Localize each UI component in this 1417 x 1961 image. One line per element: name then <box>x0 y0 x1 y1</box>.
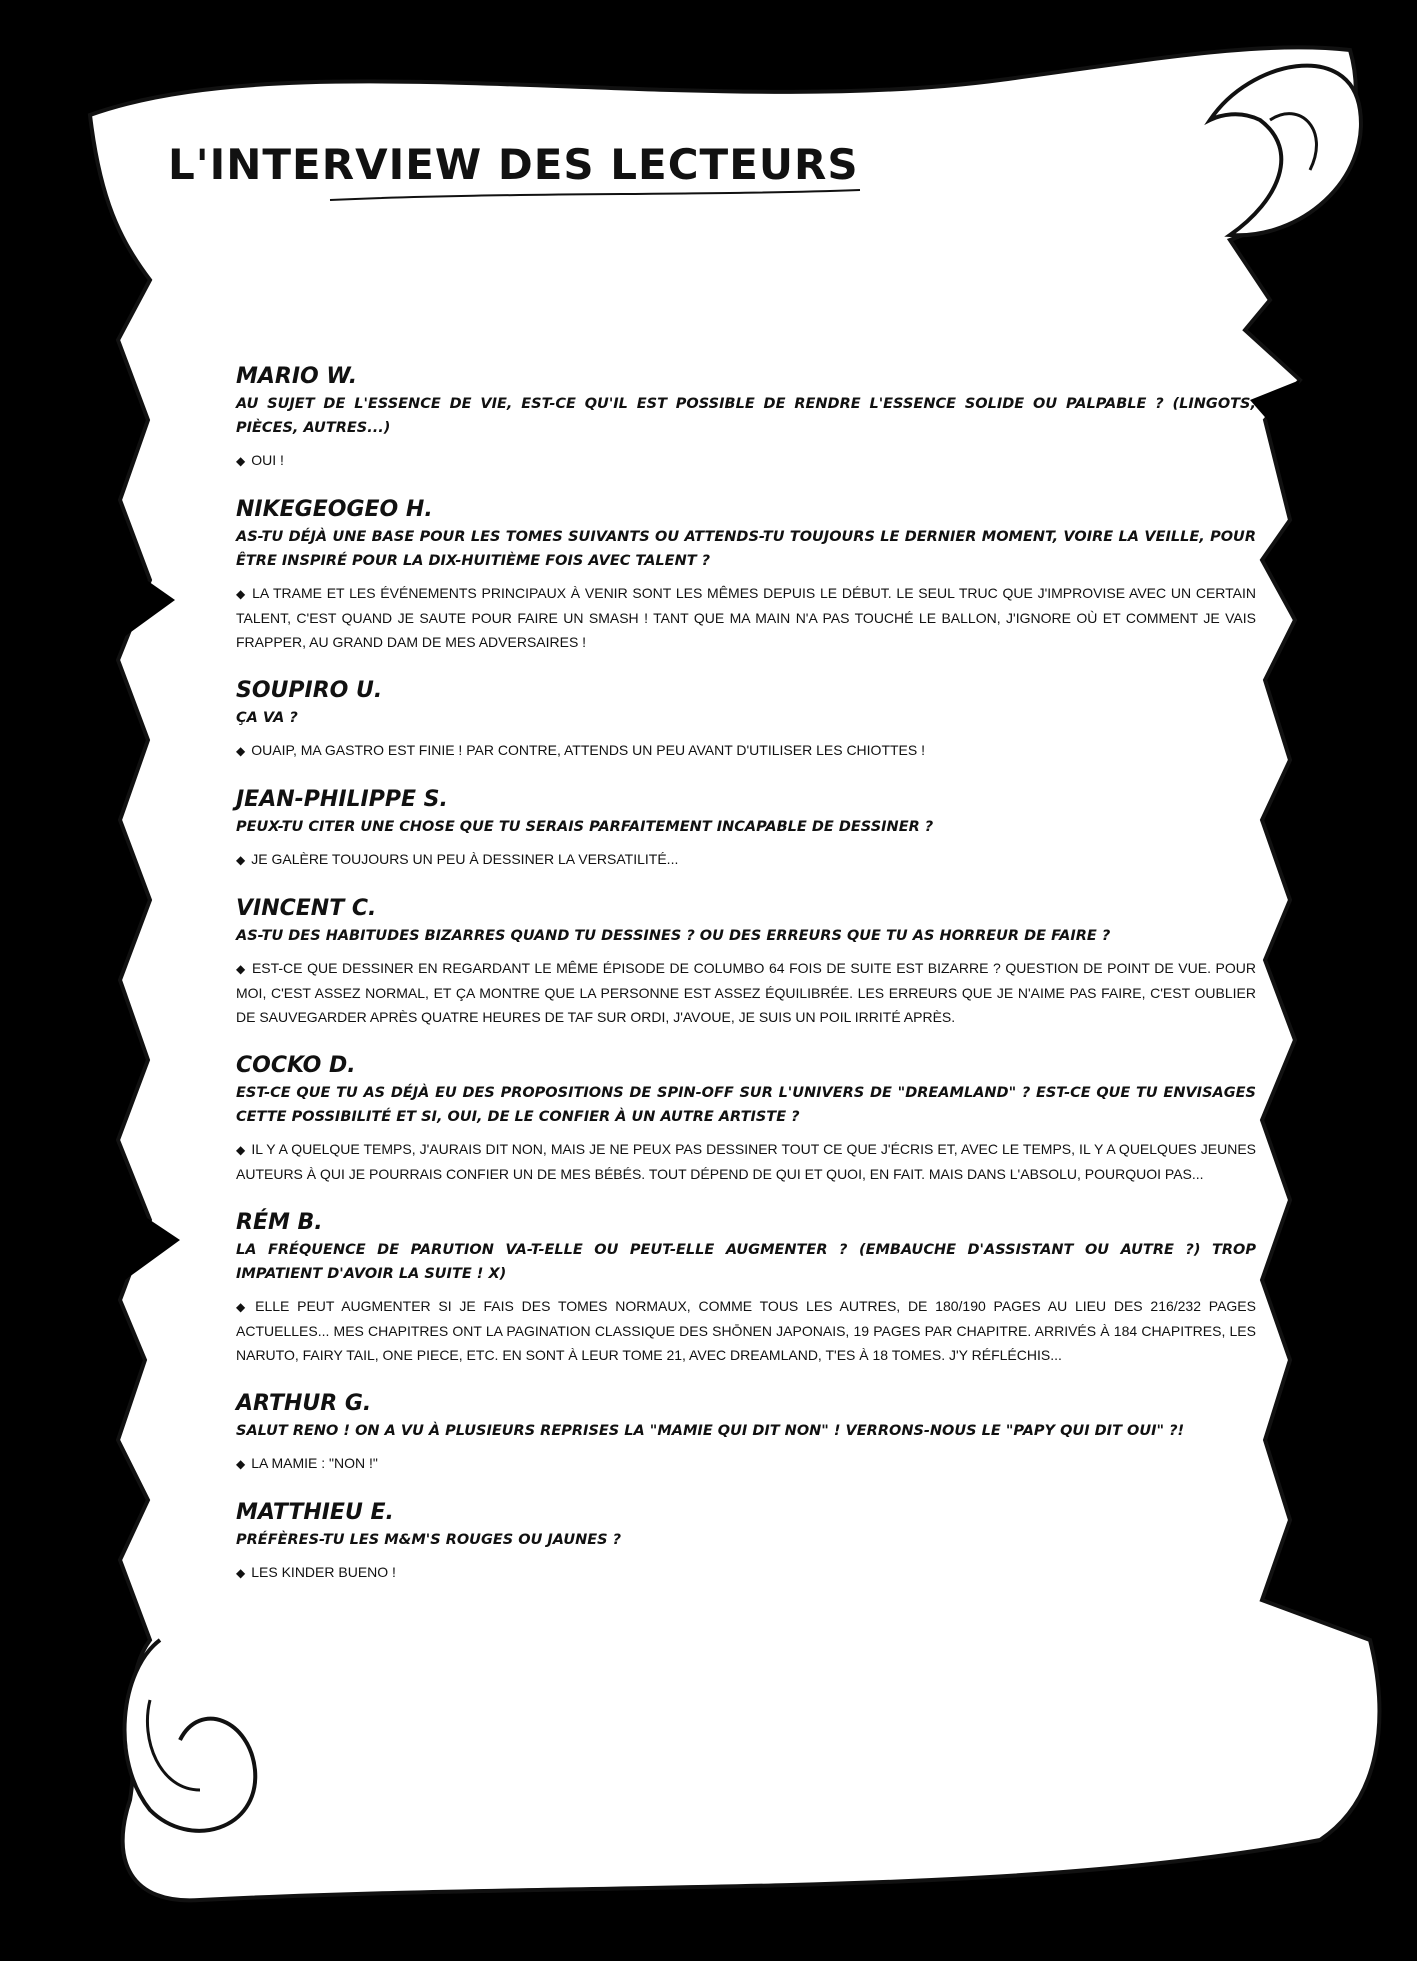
reader-question: ÇA VA ? <box>236 710 298 726</box>
author-answer <box>236 738 1256 763</box>
reader-question: PRÉFÈRES-TU LES M&M'S ROUGES OU JAUNES ? <box>236 1532 622 1548</box>
reader-question: AS-TU DES HABITUDES BIZARRES QUAND TU DESSINES ? OU DES ERREURS QUE TU AS HORREUR DE FAIRE ? <box>236 928 1111 944</box>
reader-question: PEUX-TU CITER UNE CHOSE QUE TU SERAIS PARFAITEMENT INCAPABLE DE DESSINER ? <box>236 819 934 835</box>
reader-question: LA FRÉQUENCE DE PARUTION VA-T-ELLE OU PEUT-ELLE AUGMENTER ? (EMBAUCHE D'ASSISTANT OU AUTRE ?) TROP IMPATIENT D'AVOIR LA SUITE ! X) <box>236 1242 1256 1282</box>
reader-question: AU SUJET DE L'ESSENCE DE VIE, EST-CE QU'IL EST POSSIBLE DE RENDRE L'ESSENCE SOLIDE OU PALPABLE ? (LINGOTS, PIÈCES, AUTRES...) <box>236 396 1256 436</box>
author-answer <box>236 847 1256 872</box>
diamond-bullet-icon: ◆ <box>236 1143 246 1157</box>
diamond-bullet-icon: ◆ <box>236 744 246 758</box>
author-answer <box>236 1560 1256 1585</box>
answer-text: LA MAMIE : "NON !" <box>251 1455 378 1471</box>
author-answer <box>236 581 1256 654</box>
reader-question: AS-TU DÉJÀ UNE BASE POUR LES TOMES SUIVANTS OU ATTENDS-TU TOUJOURS LE DERNIER MOMENT, VOIRE LA VEILLE, POUR ÊTRE INSPIRÉ POUR LA DIX-HUITIÈME FOIS AVEC TALENT ? <box>236 529 1256 569</box>
diamond-bullet-icon: ◆ <box>236 1566 246 1580</box>
author-answer <box>236 1294 1256 1367</box>
reader-name: VINCENT C. <box>236 896 377 921</box>
reader-name: SOUPIRO U. <box>236 678 383 703</box>
author-answer <box>236 1451 1256 1476</box>
diamond-bullet-icon: ◆ <box>236 587 247 601</box>
page-title: L'INTERVIEW DES LECTEURS <box>168 140 859 189</box>
answer-text: EST-CE QUE DESSINER EN REGARDANT LE MÊME ÉPISODE DE COLUMBO 64 FOIS DE SUITE EST BIZARRE ? QUESTION DE POINT DE VUE. POUR MOI, C'EST ASSEZ NORMAL, ET ÇA MONTRE QUE LA PERSONNE EST ASSEZ ÉQUILIBRÉE. LES ERREURS QUE JE N'AIME PAS FAIRE, C'EST OUBLIER DE SAUVEGARDER APRÈS QUATRE HEURES DE TAF SUR ORDI, J'AVOUE, JE SUIS UN POIL IRRITÉ APRÈS. <box>236 960 1256 1025</box>
reader-name: COCKO D. <box>236 1053 356 1078</box>
author-answer <box>236 448 1256 473</box>
interview-entry <box>236 678 1256 763</box>
interview-entry <box>236 1210 1256 1367</box>
interview-entry <box>236 497 1256 654</box>
author-answer <box>236 1137 1256 1186</box>
reader-question: SALUT RENO ! ON A VU À PLUSIEURS REPRISES LA "MAMIE QUI DIT NON" ! VERRONS-NOUS LE "PAPY QUI DIT OUI" ?! <box>236 1423 1185 1439</box>
interview-entry <box>236 896 1256 1029</box>
reader-question: EST-CE QUE TU AS DÉJÀ EU DES PROPOSITIONS DE SPIN-OFF SUR L'UNIVERS DE "DREAMLAND" ? EST-CE QUE TU ENVISAGES CETTE POSSIBILITÉ ET SI, OUI, DE LE CONFIER À UN AUTRE ARTISTE ? <box>236 1085 1256 1125</box>
answer-text: JE GALÈRE TOUJOURS UN PEU À DESSINER LA VERSATILITÉ... <box>251 851 679 867</box>
diamond-bullet-icon: ◆ <box>236 853 246 867</box>
reader-name: RÉM B. <box>236 1210 323 1235</box>
diamond-bullet-icon: ◆ <box>236 1300 250 1314</box>
interview-list <box>236 364 1256 1609</box>
answer-text: LA TRAME ET LES ÉVÉNEMENTS PRINCIPAUX À VENIR SONT LES MÊMES DEPUIS LE DÉBUT. LE SEUL TRUC QUE J'IMPROVISE AVEC UN CERTAIN TALENT, C'EST QUAND JE SAUTE POUR FAIRE UN SMASH ! TANT QUE MA MAIN N'A PAS TOUCHÉ LE BALLON, J'IGNORE OÙ ET COMMENT JE VAIS FRAPPER, AU GRAND DAM DE MES ADVERSAIRES ! <box>236 585 1256 650</box>
interview-entry <box>236 1500 1256 1585</box>
reader-name: MARIO W. <box>236 364 358 389</box>
interview-entry <box>236 1391 1256 1476</box>
diamond-bullet-icon: ◆ <box>236 962 246 976</box>
reader-name: MATTHIEU E. <box>236 1500 394 1525</box>
reader-name: JEAN-PHILIPPE S. <box>236 787 448 812</box>
answer-text: OUAIP, MA GASTRO EST FINIE ! PAR CONTRE, ATTENDS UN PEU AVANT D'UTILISER LES CHIOTTES ! <box>251 742 925 758</box>
diamond-bullet-icon: ◆ <box>236 454 246 468</box>
diamond-bullet-icon: ◆ <box>236 1457 246 1471</box>
author-answer <box>236 956 1256 1029</box>
answer-text: IL Y A QUELQUE TEMPS, J'AURAIS DIT NON, MAIS JE NE PEUX PAS DESSINER TOUT CE QUE J'ÉCRIS ET, AVEC LE TEMPS, IL Y A QUELQUES JEUNES AUTEURS À QUI JE POURRAIS CONFIER UN DE MES BÉBÉS. TOUT DÉPEND DE QUI ET QUOI, EN FAIT. MAIS DANS L'ABSOLU, POURQUOI PAS... <box>236 1141 1256 1182</box>
interview-entry <box>236 787 1256 872</box>
reader-name: ARTHUR G. <box>236 1391 372 1416</box>
interview-entry <box>236 1053 1256 1186</box>
answer-text: LES KINDER BUENO ! <box>251 1564 396 1580</box>
interview-entry <box>236 364 1256 473</box>
torn-edge-mark <box>1290 850 1330 900</box>
answer-text: OUI ! <box>251 452 284 468</box>
answer-text: ELLE PEUT AUGMENTER SI JE FAIS DES TOMES NORMAUX, COMME TOUS LES AUTRES, DE 180/190 PAGES AU LIEU DES 216/232 PAGES ACTUELLES... MES CHAPITRES ONT LA PAGINATION CLASSIQUE DES SHŌNEN JAPONAIS, 19 PAGES PAR CHAPITRE. ARRIVÉS À 184 CHAPITRES, LES NARUTO, FAIRY TAIL, ONE PIECE, ETC. EN SONT À LEUR TOME 21, AVEC DREAMLAND, T'ES À 18 TOMES. J'Y RÉFLÉCHIS... <box>236 1298 1256 1363</box>
reader-name: NIKEGEOGEO H. <box>236 497 433 522</box>
